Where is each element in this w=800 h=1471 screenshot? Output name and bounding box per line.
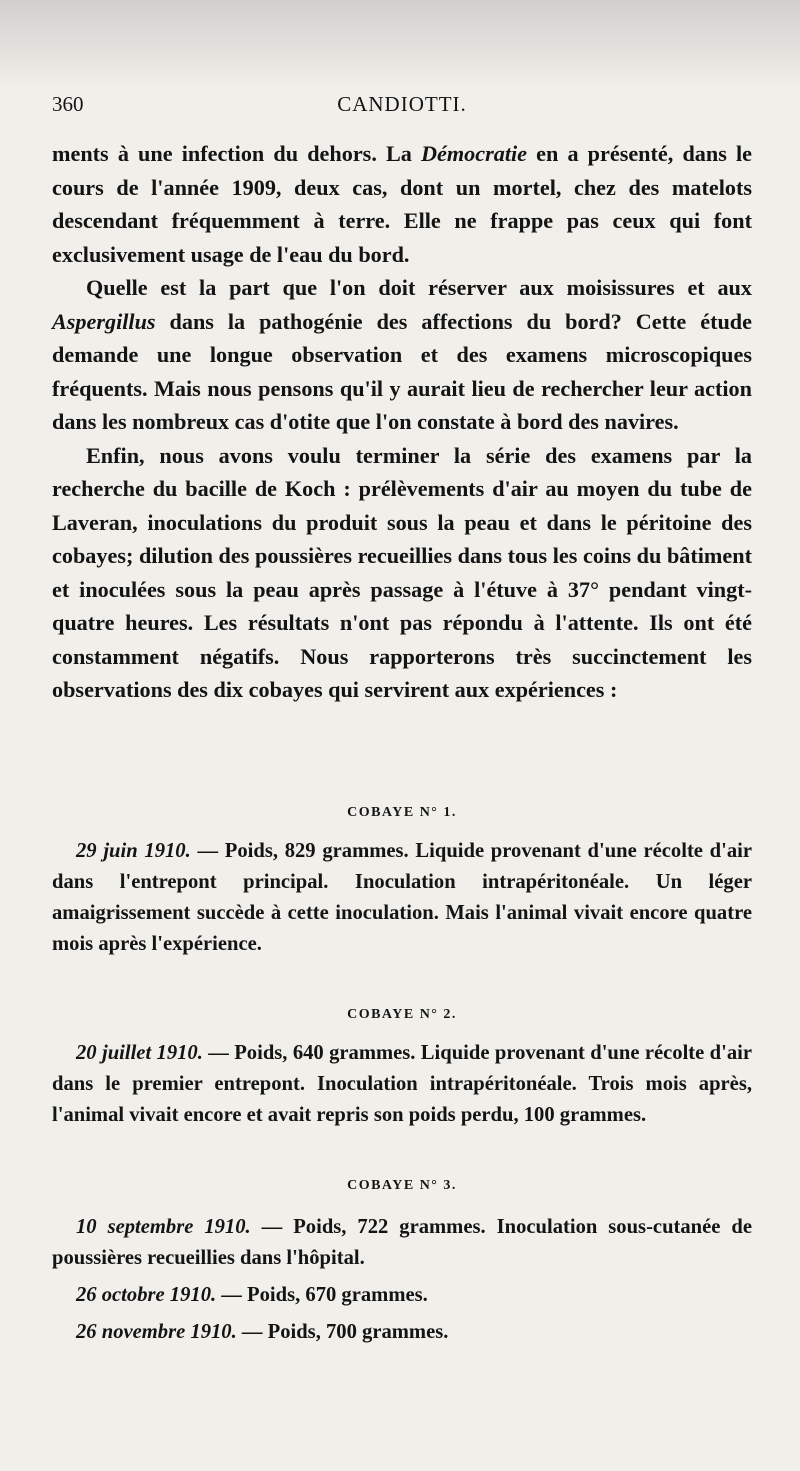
cobaye-2-heading: COBAYE N° 2. — [347, 1007, 457, 1022]
entry: 26 novembre 1910. — Poids, 700 grammes. — [76, 1321, 449, 1343]
cobaye-3-heading: COBAYE N° 3. — [347, 1178, 457, 1193]
page-header — [52, 92, 752, 122]
body-text — [52, 137, 752, 707]
paragraph-1: ments à une infection du dehors. La Démocratie en a présenté, dans le cours de l'année 1909, deux cas, dont un mortel, chez des matelots descendant fréquemment à terre. Elle ne frappe pas ceux qui font exclusivement usage de l'eau du bord. — [52, 141, 752, 267]
page-number: 360 — [52, 92, 84, 116]
entry: 26 octobre 1910. — Poids, 670 grammes. — [76, 1284, 428, 1306]
paragraph-2: Quelle est la part que l'on doit réserver aux moisissures et aux Aspergillus dans la pathogénie des affections du bord? Cette étude demande une longue observation et des examens microscopiques fréquents. Mais nous pensons qu'il y aurait lieu de rechercher leur action dans les nombreux cas d'otite que l'on constate à bord des navires. — [52, 275, 752, 434]
observation-date: 20 juillet 1910. — [76, 1042, 203, 1064]
observation-date: 26 octobre 1910. — [76, 1284, 217, 1306]
ship-name: Démocratie — [421, 141, 527, 166]
entry: 10 septembre 1910. — Poids, 722 grammes. Inoculation sous-cutanée de poussières recueillies dans l'hôpital. — [52, 1216, 752, 1269]
cobaye-2-observation: 20 juillet 1910. — Poids, 640 grammes. Liquide provenant d'une récolte d'air dans le premier entrepont. Inoculation intrapéritonéale. Trois mois après, l'animal vivait encore et avait repris son poids perdu, 100 grammes. — [52, 1042, 752, 1126]
observation-date: 29 juin 1910. — [76, 840, 191, 862]
scan-smudge — [0, 0, 800, 90]
observation-date: 10 septembre 1910. — [76, 1216, 251, 1238]
cobaye-1-heading: COBAYE N° 1. — [347, 805, 457, 820]
paragraph-3: Enfin, nous avons voulu terminer la série des examens par la recherche du bacille de Koch : prélèvements d'air au moyen du tube de Laveran, inoculations du produit sous la peau et dans le péritoine des cobayes; dilution des poussières recueillies dans tous les coins du bâtiment et inoculées sous la peau après passage à l'étuve à 37° pendant vingt-quatre heures. Les résultats n'ont pas répondu à l'attente. Ils ont été constamment négatifs. Nous rapporterons très succinctement les observations des dix cobayes qui servirent aux expériences : — [52, 442, 752, 702]
cobaye-3-observation — [52, 1212, 752, 1348]
observation-date: 26 novembre 1910. — [76, 1321, 237, 1343]
genus-name: Aspergillus — [52, 308, 156, 334]
cobaye-1-observation: 29 juin 1910. — Poids, 829 grammes. Liquide provenant d'une récolte d'air dans l'entrepont principal. Inoculation intrapéritonéale. Un léger amaigrissement succède à cette inoculation. Mais l'animal vivait encore quatre mois après l'expérience. — [52, 840, 752, 955]
running-head: CANDIOTTI. — [337, 92, 467, 116]
